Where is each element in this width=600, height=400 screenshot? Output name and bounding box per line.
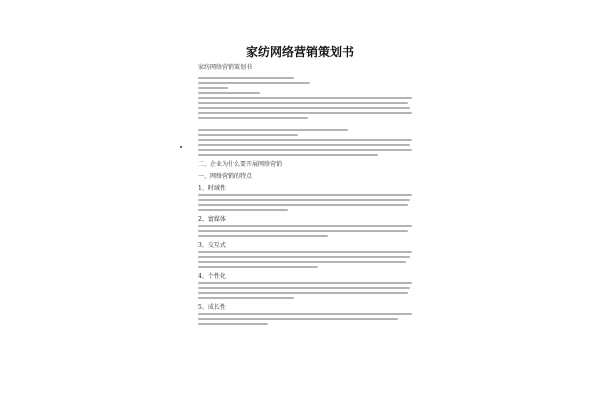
text-line bbox=[198, 204, 408, 206]
text-line bbox=[198, 297, 294, 299]
text-line bbox=[198, 318, 398, 320]
section-heading: 1、时域性 bbox=[198, 185, 226, 192]
paragraph-lines bbox=[198, 77, 412, 119]
text-line bbox=[198, 225, 412, 227]
text-line bbox=[198, 129, 348, 131]
text-line bbox=[198, 102, 408, 104]
text-line bbox=[198, 194, 412, 196]
text-line bbox=[198, 323, 268, 325]
document-title: 家纺网络营销策划书 bbox=[245, 45, 354, 59]
document-subtitle: 家纺网络营销策划书 bbox=[198, 64, 253, 71]
paragraph-lines bbox=[198, 313, 412, 325]
margin-dot bbox=[180, 146, 182, 148]
paragraph-lines bbox=[198, 282, 412, 299]
document-body bbox=[198, 62, 412, 328]
text-line bbox=[198, 235, 328, 237]
section-heading: 一、网络营销的特点 bbox=[198, 173, 253, 180]
paragraph-lines bbox=[198, 129, 412, 156]
text-line bbox=[198, 287, 410, 289]
text-line bbox=[198, 117, 308, 119]
paragraph-lines bbox=[198, 194, 412, 211]
text-line bbox=[198, 251, 412, 253]
text-line bbox=[198, 77, 294, 79]
chapter-heading: 二、企业为什么要开展网络营销 bbox=[198, 161, 283, 168]
section-heading: 2、富媒体 bbox=[198, 216, 226, 223]
paragraph-lines bbox=[198, 225, 412, 237]
text-line bbox=[198, 256, 410, 258]
paragraph-lines bbox=[198, 251, 412, 268]
text-line bbox=[198, 209, 288, 211]
text-line bbox=[198, 144, 410, 146]
section-heading: 5、成长性 bbox=[198, 304, 226, 311]
text-line bbox=[198, 149, 412, 151]
text-line bbox=[198, 261, 406, 263]
text-line bbox=[198, 92, 260, 94]
text-line bbox=[198, 107, 410, 109]
text-line bbox=[198, 97, 412, 99]
text-line bbox=[198, 87, 228, 89]
text-line bbox=[198, 139, 412, 141]
text-line bbox=[198, 313, 412, 315]
text-line bbox=[198, 154, 378, 156]
text-line bbox=[198, 282, 412, 284]
section-heading: 4、个性化 bbox=[198, 273, 226, 280]
text-line bbox=[198, 230, 408, 232]
text-line bbox=[198, 82, 310, 84]
text-line bbox=[198, 112, 412, 114]
text-line bbox=[198, 199, 410, 201]
section-heading: 3、交互式 bbox=[198, 242, 226, 249]
text-line bbox=[198, 134, 298, 136]
text-line bbox=[198, 266, 318, 268]
text-line bbox=[198, 292, 408, 294]
